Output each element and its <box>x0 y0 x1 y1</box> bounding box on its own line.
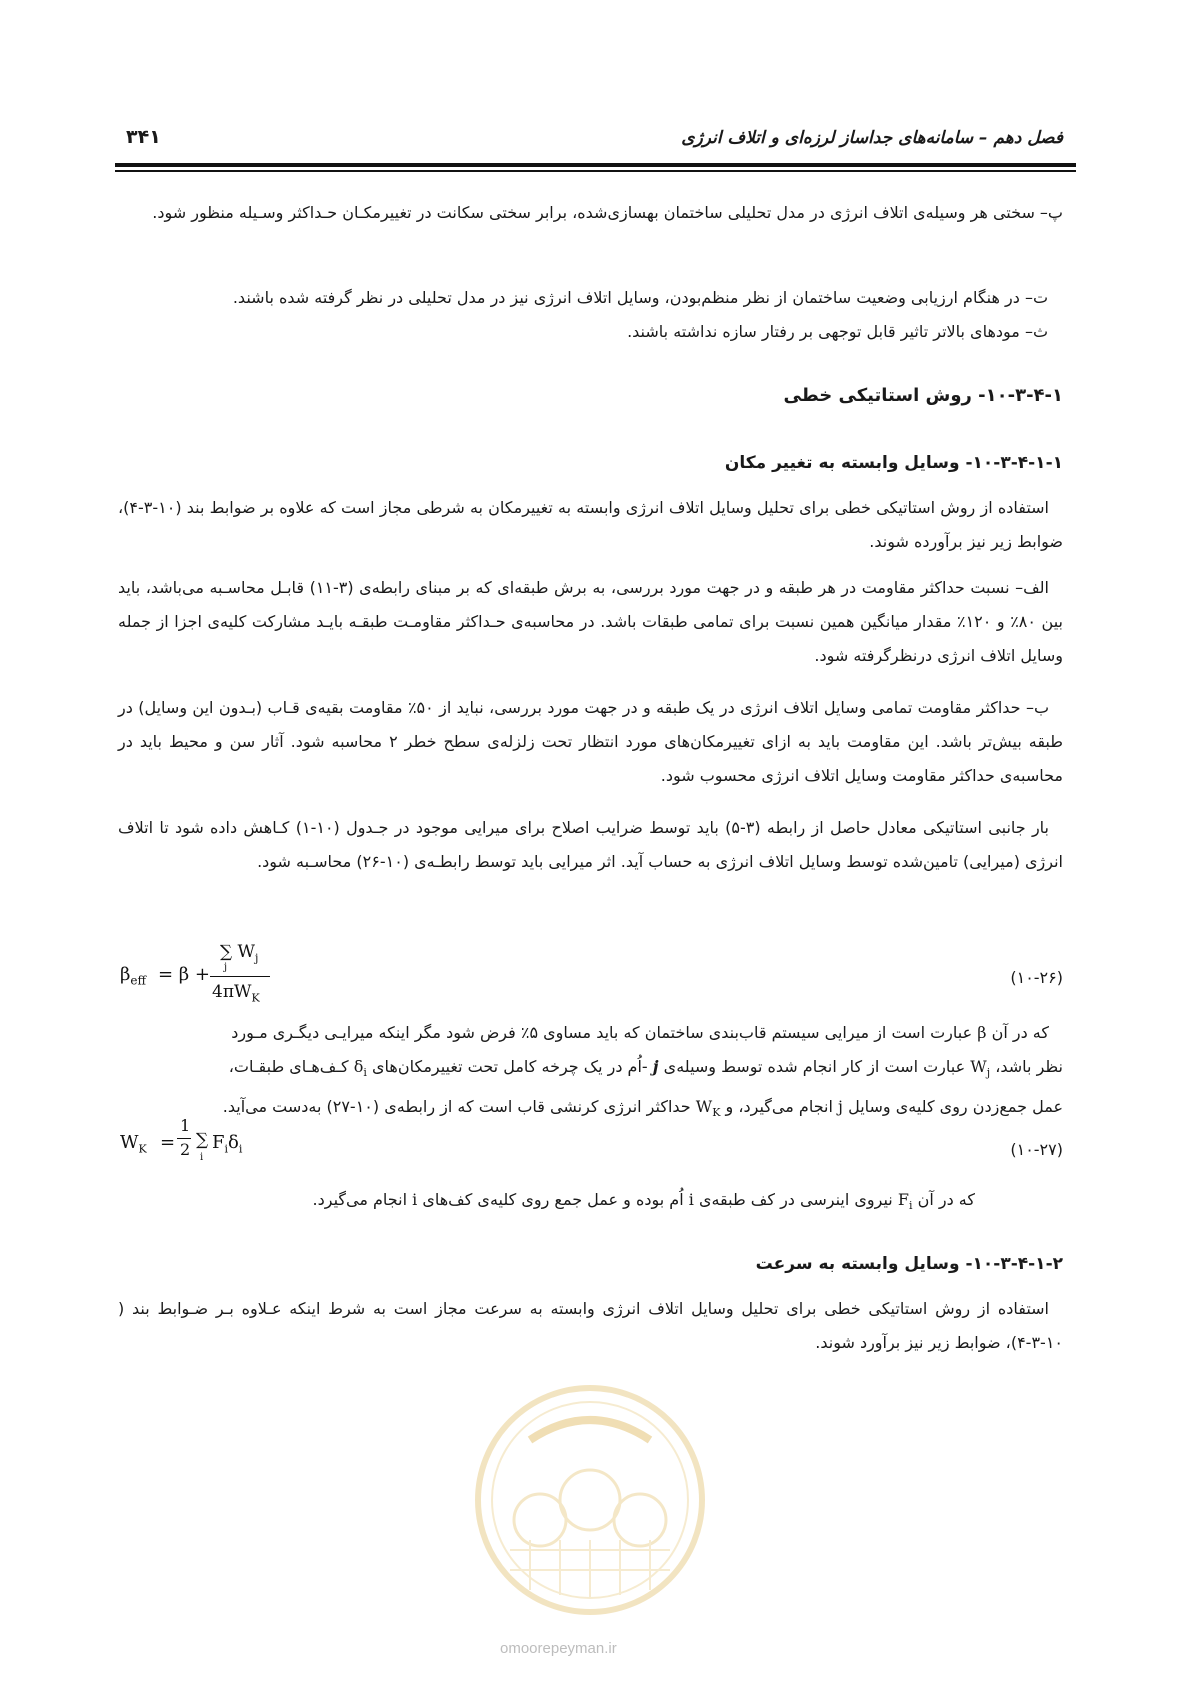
paragraph-be-text: ب– حداکثر مقاومت تمامی وسایل اتلاف انرژی در یک طبقه و در جهت مورد بررسی، نباید از ۵۰٪ مقاومت بقیه‌ی قـاب (بـدون این وسایل) در طبقه بیش‌تر باشد. این مقاومت باید به ازای تغییرمکان‌های مورد انتظار تحت زلزله‌ی سطح خطر ۲ محاسبه شود. آثار سن و محیط باید در محاسبه‌ی حداکثر مقاومت وسایل اتلاف انرژی محسوب شود. <box>118 698 1063 785</box>
eq26-den-sub: K <box>251 991 260 1005</box>
fi-d: انجام می‌گیرد. <box>312 1190 408 1209</box>
where-l2a: نظر باشد، <box>995 1057 1063 1076</box>
paragraph-pe <box>118 196 1063 230</box>
eq27-sum-under: i <box>200 1152 204 1163</box>
fi-b: نیروی اینرسی در کف طبقه‌ی <box>698 1190 893 1209</box>
i-plain-symbol-2: i <box>412 1190 418 1209</box>
paragraph-be <box>118 691 1063 793</box>
wk-symbol: $W_K$ <box>695 1097 721 1120</box>
where-line-1 <box>118 1016 1063 1050</box>
where-l2b: عبارت است از کار انجام شده توسط وسیله‌ی <box>663 1057 966 1076</box>
i-plain-symbol: i <box>688 1190 694 1209</box>
paragraph-alef-text: الف– نسبت حداکثر مقاومت در هر طبقه و در جهت مورد بررسی، به برش طبقه‌ای که بر مبنای رابطه‌ی (۳-۱۱) قابـل محاسـبه می‌باشد، باید بین ۸۰٪ و ۱۲۰٪ مقدار میانگین همین نسبت برای تمامی طبقات باشد. در محاسبه‌ی حـداکثر مقاومـت طبقـه بایـد مشارکت کلیه‌ی اجزا از جمله وسایل اتلاف انرژی درنظرگرفته شود. <box>118 578 1064 665</box>
where-l2c: -اُم در یک چرخه کامل تحت تغییرمکان‌های <box>372 1057 648 1076</box>
where-l1a: که در آن <box>991 1023 1049 1042</box>
eq27-delta: δ <box>228 1132 239 1153</box>
equation-27-number: (۱۰-۲۷) <box>1010 1140 1063 1159</box>
paragraph-bar <box>118 811 1063 879</box>
eq27-body-sub: i <box>224 1142 229 1156</box>
eq26-num-w: W <box>237 942 256 962</box>
paragraph-intro-velocity <box>118 1292 1063 1360</box>
header-rule-thick <box>115 163 1076 167</box>
where-l1b: عبارت است از میرایی سیستم قاب‌بندی ساختمان که باید مساوی ۵٪ فرض شود مگر اینکه میرایـی دیگـری مـورد <box>231 1023 973 1042</box>
where-l2d: کـف‌هـای طبقـات، <box>228 1057 349 1076</box>
paragraph-intro-velocity-text: استفاده از روش استاتیکی خطی برای تحلیل وسایل اتلاف انرژی وابسته به سرعت مجاز است به شرط اینکه عـلاوه بـر ضـوابط بند ( ۱۰-۳-۴)، ضوابط زیر نیز برآورد شوند. <box>118 1299 1063 1352</box>
where-line-2 <box>118 1050 1063 1090</box>
heading-velocity-devices: ۱۰-۳-۴-۱-۲- وسایل وابسته به سرعت <box>755 1254 1063 1274</box>
eq26-fraction-bar <box>210 976 270 977</box>
paragraph-intro-displacement-text: استفاده از روش استاتیکی خطی برای تحلیل وسایل اتلاف انرژی وابسته به تغییرمکان به شرطی مجاز است که علاوه بر ضوابط بند (۱۰-۳-۴)، ضوابط زیر نیز برآورده شوند. <box>118 498 1063 551</box>
beta-symbol: β <box>977 1023 987 1042</box>
eq26-lhs-sub: eff <box>130 973 147 988</box>
paragraph-te-text: ت– در هنگام ارزیابی وضعیت ساختمان از نظر منظم‌بودن، وسایل اتلاف انرژی نیز در مدل تحلیلی در نظر گرفته شده باشند. <box>232 288 1048 307</box>
page-number: ۳۴۱ <box>126 126 161 148</box>
eq26-sum: ∑ <box>220 942 233 962</box>
paragraph-se <box>118 315 1048 349</box>
j-italic-symbol: j <box>652 1057 659 1076</box>
paragraph-te <box>118 281 1048 315</box>
equation-27 <box>120 1116 270 1180</box>
eq27-delta-sub: i <box>238 1142 243 1156</box>
paragraph-where <box>118 1016 1063 1130</box>
paragraph-se-text: ث– مودهای بالاتر تاثیر قابل توجهی بر رفتار سازه نداشته باشند. <box>627 322 1048 341</box>
eq27-lhs-sub: K <box>138 1142 147 1156</box>
delta-i-symbol: $\delta_i$ <box>353 1057 367 1080</box>
eq26-mid: = β + <box>158 964 211 985</box>
where-l3c: حداکثر انرژی کرنشی قاب است که از رابطه‌ی (۱۰-۲۷) به‌دست می‌آید. <box>222 1097 691 1117</box>
paragraph-intro-displacement <box>118 491 1063 559</box>
chapter-title: فصل دهم – سامانه‌های جداساز لرزه‌ای و اتلاف انرژی <box>681 128 1063 148</box>
eq26-lhs: β <box>120 964 131 985</box>
equation-26 <box>120 942 290 1022</box>
heading-linear-static: ۱۰-۳-۴-۱- روش استاتیکی خطی <box>783 385 1063 406</box>
eq27-fraction-bar <box>177 1138 191 1139</box>
heading-displacement-devices: ۱۰-۳-۴-۱-۱- وسایل وابسته به تغییر مکان <box>724 453 1063 473</box>
eq27-sum: ∑ <box>196 1130 209 1150</box>
paragraph-pe-text: پ– سختی هر وسیله‌ی اتلاف انرژی در مدل تحلیلی ساختمان بهسازی‌شده، برابر سختی سکانت در تغییرمکـان حـداکثر وسـیله منظور شود. <box>152 203 1063 222</box>
fi-line <box>115 1183 975 1223</box>
wj-symbol: $W_j$ <box>970 1057 991 1080</box>
j-plain-symbol: j <box>838 1097 843 1117</box>
watermark-site-text: omoorepeyman.ir <box>500 1640 617 1657</box>
eq27-half-d: 2 <box>180 1140 191 1159</box>
eq27-lhs: W <box>120 1132 139 1153</box>
paragraph-fi <box>115 1183 975 1223</box>
header-rule-thin <box>115 170 1076 172</box>
eq26-sum-under: j <box>224 962 228 973</box>
paragraph-alef <box>118 571 1063 673</box>
fi-c: اُم بوده و عمل جمع روی کلیه‌ی کف‌های <box>422 1190 684 1209</box>
equation-26-number: (۱۰-۲۶) <box>1010 968 1063 987</box>
where-l3a: عمل جمع‌زدن روی کلیه‌ی وسایل <box>848 1097 1063 1117</box>
paragraph-bar-text: بار جانبی استاتیکی معادل حاصل از رابطه (۳-۵) باید توسط ضرایب اصلاح برای میرایی موجود در جـدول (۱۰-۱) کـاهش داده شود تا اتلاف انرژی (میرایی) تامین‌شده توسط وسایل اتلاف انرژی به حساب آید. اثر میرایی باید توسط رابطـه‌ی (۱۰-۲۶) محاسـبه شود. <box>118 818 1063 871</box>
eq27-half-n: 1 <box>180 1116 191 1135</box>
eq26-den: 4πW <box>212 982 252 1002</box>
watermark-seal-icon <box>470 1380 710 1620</box>
fi-a: که در آن <box>917 1190 975 1209</box>
where-l3b: انجام می‌گیرد، و <box>725 1097 833 1117</box>
eq27-eq: = <box>160 1132 176 1153</box>
fi-symbol: $F_i$ <box>897 1190 913 1213</box>
eq27-body: F <box>212 1132 225 1153</box>
eq26-num-wsub: j <box>255 951 259 965</box>
